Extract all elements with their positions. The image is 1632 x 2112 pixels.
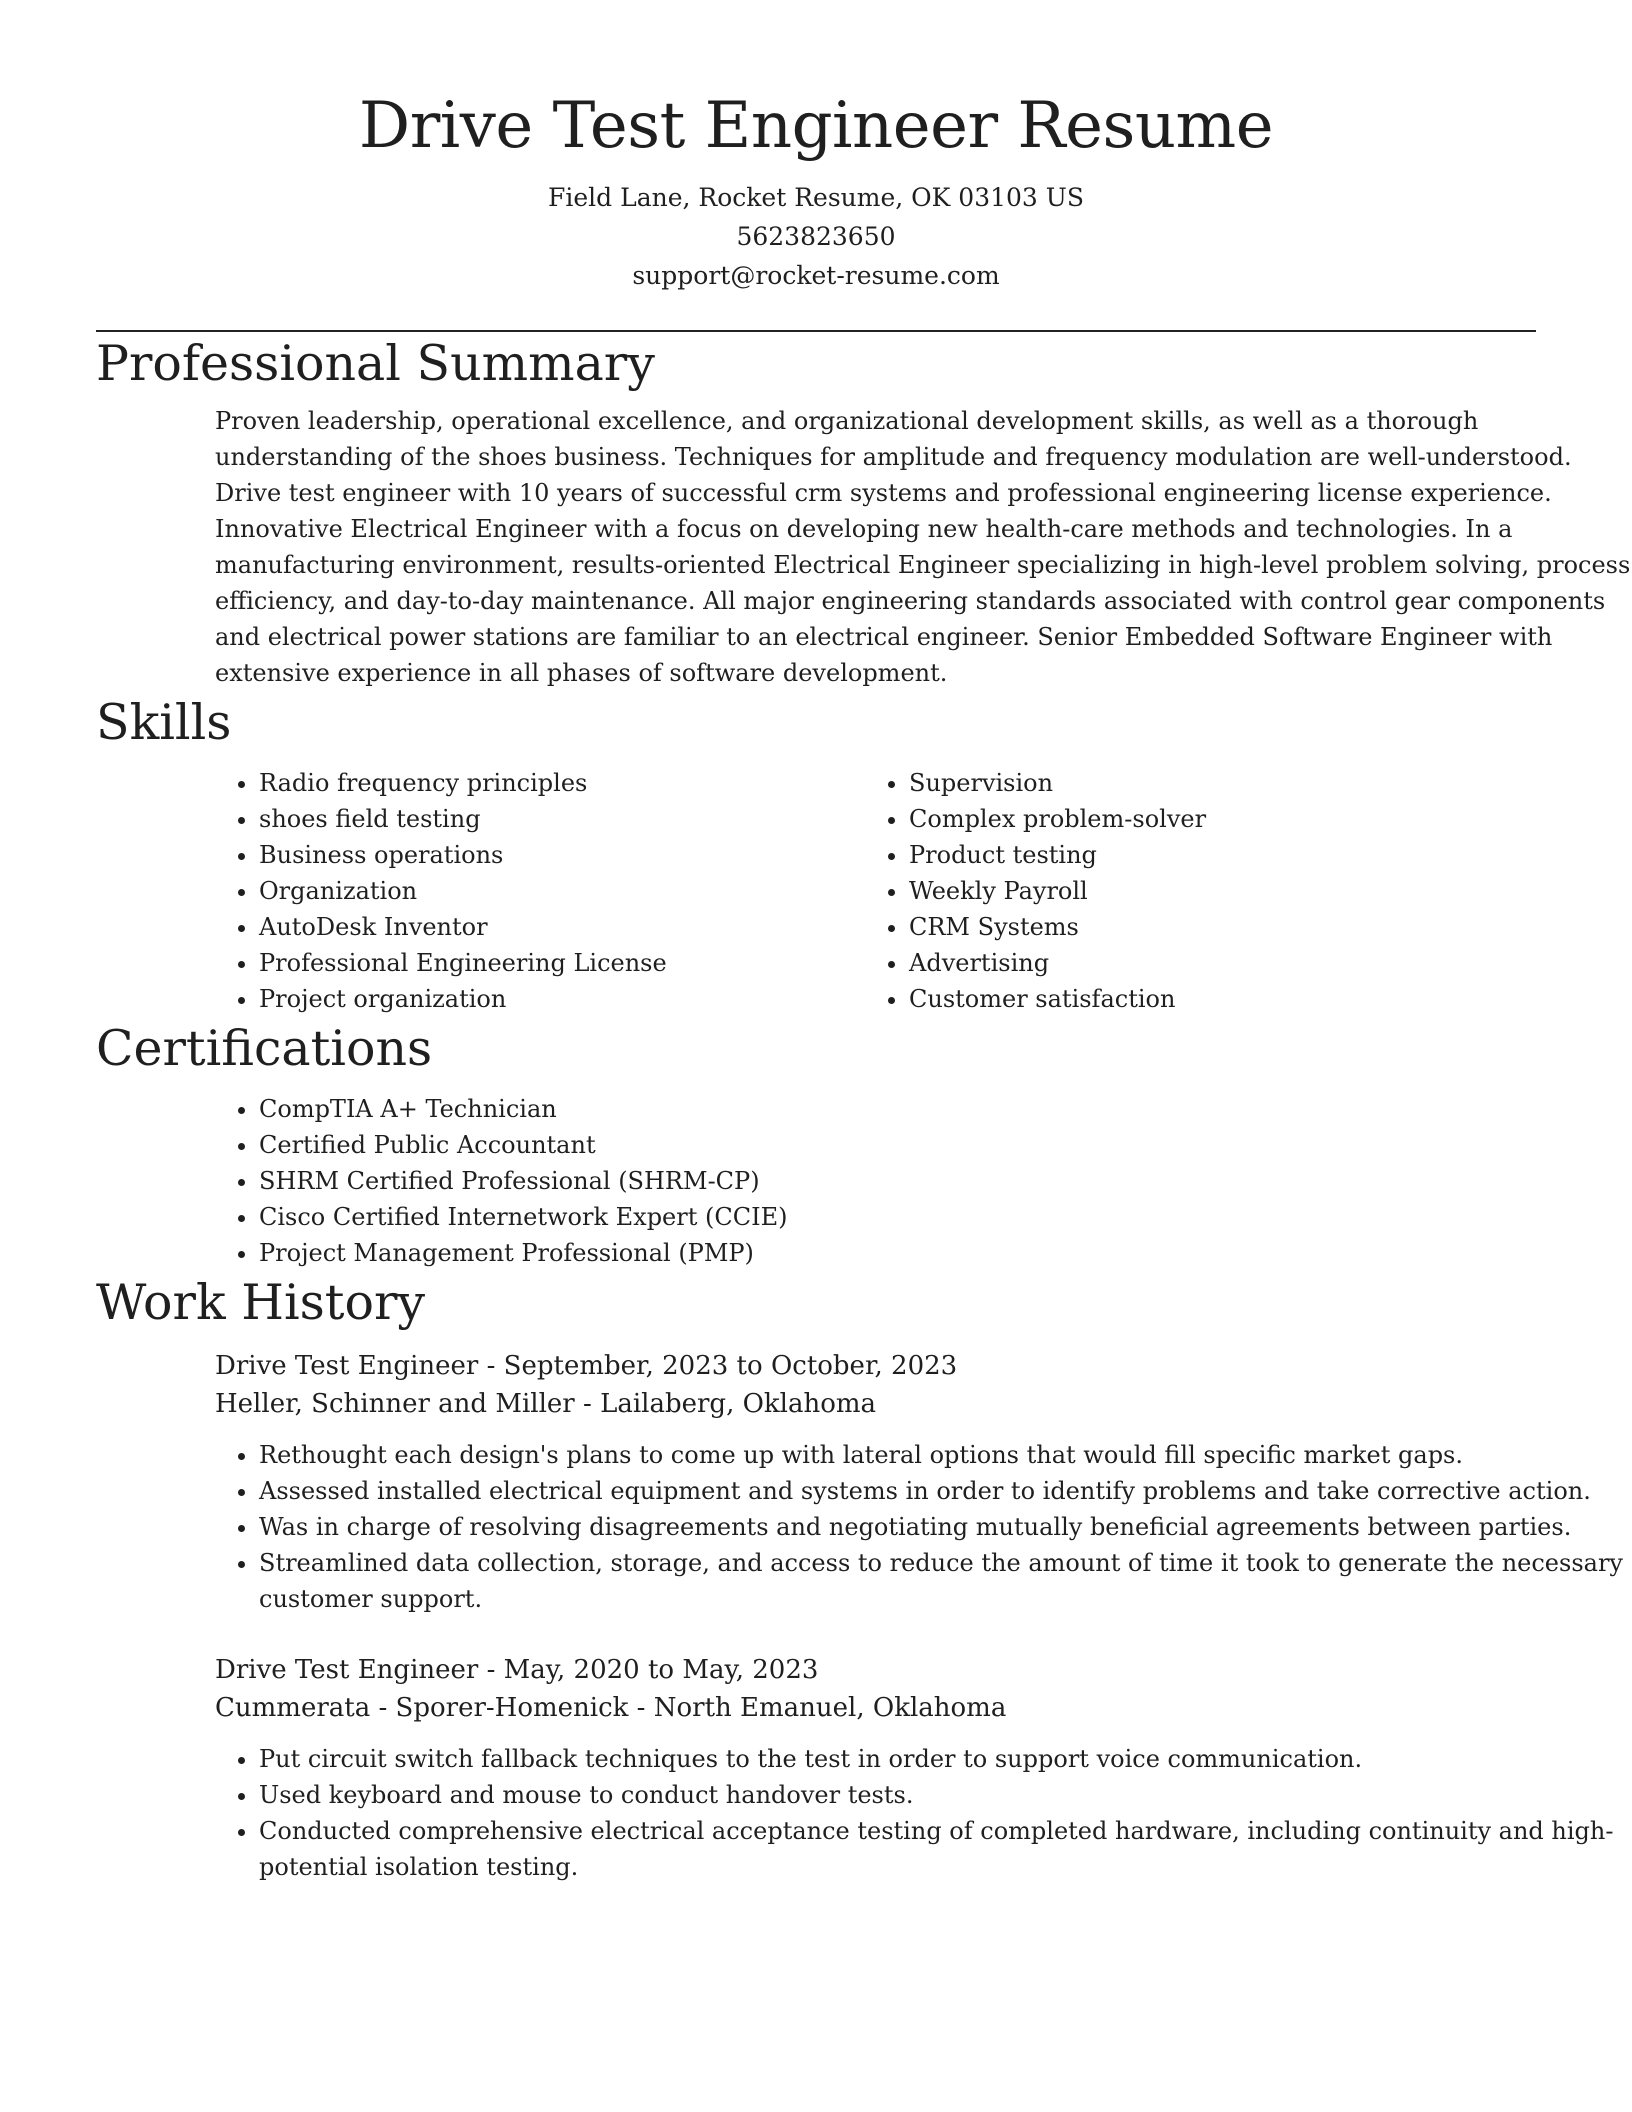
certification-item: • Certified Public Accountant [259,1127,1632,1163]
job-start-date: May, 2020 [503,1655,640,1685]
skill-item: • Project organization [259,981,865,1017]
job-title-line [215,1651,1536,1689]
job-entry [215,1651,1614,1885]
job-end-date: May, 2023 [682,1655,819,1685]
job-bullet: • Streamlined data collection, storage, and access to reduce the amount of time it took to generate the necessary customer support. [259,1545,1632,1617]
work-history-section [96,1271,1623,1885]
job-company-line [215,1385,1536,1423]
skills-column-left [215,765,865,1017]
skill-item: • Organization [259,873,865,909]
job-location: Lailaberg, Oklahoma [600,1389,877,1419]
skill-item: • Product testing [909,837,1515,873]
contact-email: support@rocket-resume.com [632,261,1000,290]
skills-grid [215,765,1536,1017]
skill-item: • Business operations [259,837,865,873]
skill-item: • Supervision [909,765,1515,801]
skill-item: • Professional Engineering License [259,945,865,981]
date-joiner: to [639,1655,683,1685]
job-bullet: • Assessed installed electrical equipment and systems in order to identify problems and take corrective action. [259,1473,1632,1509]
separator: - [478,1351,504,1381]
job-bullet: • Put circuit switch fallback techniques to the test in order to support voice communication. [259,1741,1632,1777]
summary-text: Proven leadership, operational excellence, and organizational development skills, as well as a thorough understanding of the shoes business. Techniques for amplitude and frequency modulation are well-understood. Drive test engineer with 10 years of successful crm systems and professional engineering license experience. Innovative Electrical Engineer with a focus on developing new health-care methods and technologies. In a manufacturing environment, results-oriented Electrical Engineer specializing in high-level problem solving, process efficiency, and day-to-day maintenance. All major engineering standards associated with control gear components and electrical power stations are familiar to an electrical engineer. Senior Embedded Software Engineer with extensive experience in all phases of software development. [215,407,1631,687]
job-bullet: • Was in charge of resolving disagreements and negotiating mutually beneficial agreements between parties. [259,1509,1632,1545]
summary-section [96,332,1631,691]
job-entry [215,1347,1623,1617]
job-role: Drive Test Engineer [215,1655,479,1685]
separator: - [628,1693,654,1723]
skills-heading: Skills [96,694,232,751]
job-company: Cummerata - Sporer-Homenick [215,1693,629,1723]
skill-item: • Advertising [909,945,1515,981]
summary-heading: Professional Summary [96,335,655,392]
skill-item: • AutoDesk Inventor [259,909,865,945]
job-bullet: • Conducted comprehensive electrical acceptance testing of completed hardware, including continuity and high-potential isolation testing. [259,1813,1632,1885]
contact-phone: 5623823650 [736,222,896,251]
contact-address: Field Lane, Rocket Resume, OK 03103 US [548,183,1084,212]
skills-section [96,691,1536,1017]
certification-item: • Cisco Certified Internetwork Expert (CCIE) [259,1199,1632,1235]
separator: - [478,1655,504,1685]
job-bullet: • Rethought each design's plans to come up with lateral options that would fill specific market gaps. [259,1437,1632,1473]
job-bullet: • Used keyboard and mouse to conduct handover tests. [259,1777,1632,1813]
job-company-line [215,1689,1536,1727]
job-location: North Emanuel, Oklahoma [653,1693,1007,1723]
skill-item: • Radio frequency principles [259,765,865,801]
job-role: Drive Test Engineer [215,1351,479,1381]
job-start-date: September, 2023 [503,1351,729,1381]
certifications-list [215,1091,1632,1271]
skill-item: • shoes field testing [259,801,865,837]
contact-block [96,178,1536,295]
job-company: Heller, Schinner and Miller [215,1389,575,1419]
certification-item: • CompTIA A+ Technician [259,1091,1632,1127]
job-bullets [215,1437,1632,1617]
separator: - [574,1389,601,1419]
job-bullets [215,1741,1632,1885]
job-title-line [215,1347,1536,1385]
work-history-heading: Work History [96,1274,426,1331]
skill-item: • Weekly Payroll [909,873,1515,909]
skill-item: • Complex problem-solver [909,801,1515,837]
certification-item: • Project Management Professional (PMP) [259,1235,1632,1271]
resume-header [96,0,1536,295]
date-joiner: to [728,1351,771,1381]
resume-title: Drive Test Engineer Resume [358,89,1274,163]
certifications-section [96,1017,1536,1271]
skill-item: • Customer satisfaction [909,981,1515,1017]
job-end-date: October, 2023 [770,1351,958,1381]
skills-column-right [865,765,1515,1017]
certifications-heading: Certifications [96,1020,433,1077]
certification-item: • SHRM Certified Professional (SHRM-CP) [259,1163,1632,1199]
skill-item: • CRM Systems [909,909,1515,945]
